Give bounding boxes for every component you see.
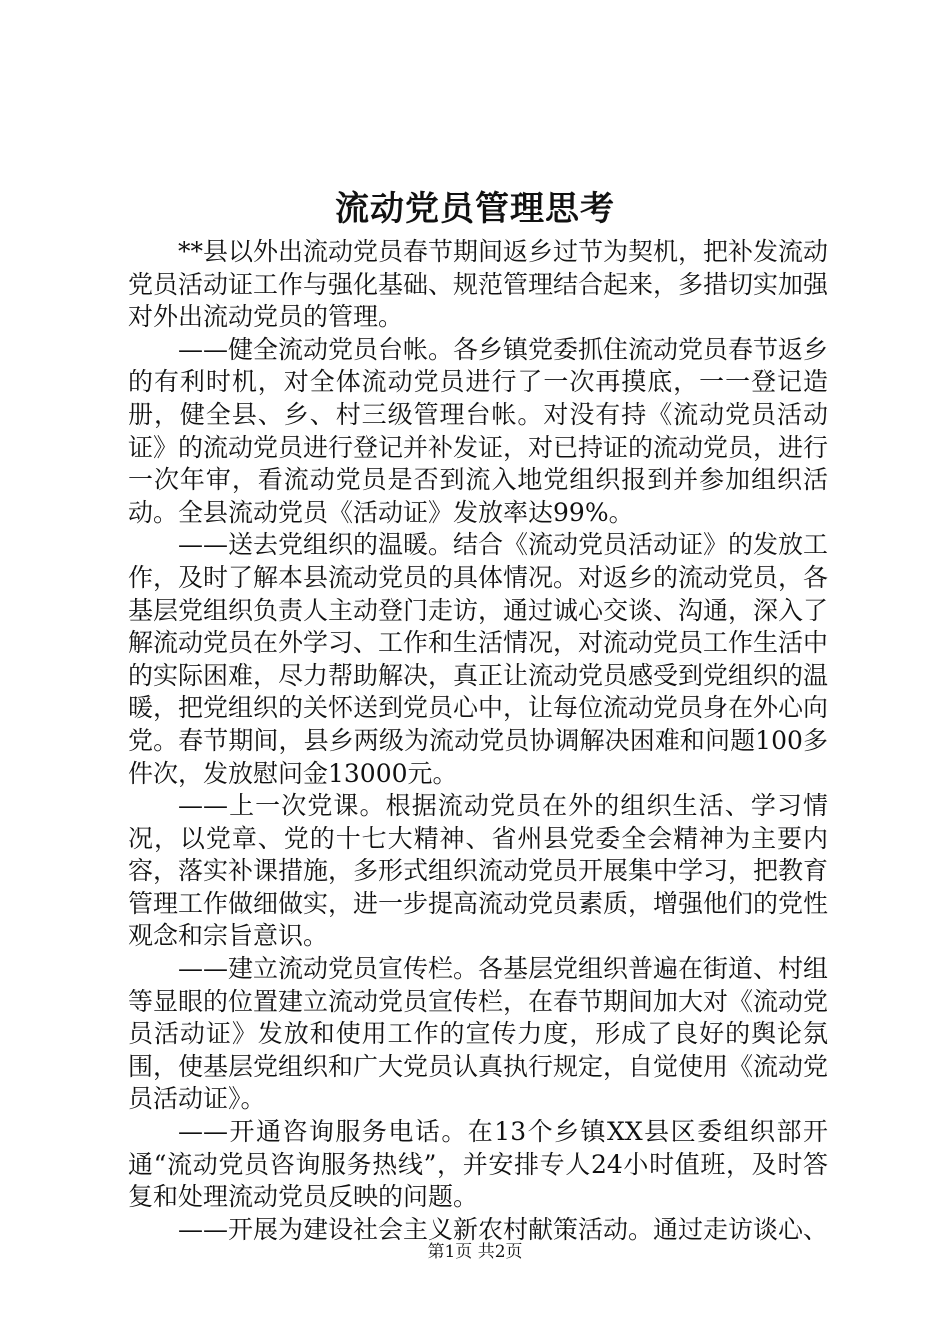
paragraph-warmth: ——送去党组织的温暖。结合《流动党员活动证》的发放工作，及时了解本县流动党员的具体情况。对返乡的流动党员，各基层党组织负责人主动登门走访，通过诚心交谈、沟通，深入了解流动党员在外学习、工作和生活情况，对流动党员工作生活中的实际困难，尽力帮助解决，真正让流动党员感受到党组织的温暖，把党组织的关怀送到党员心中，让每位流动党员身在外心向党。春节期间，县乡两级为流动党员协调解决困难和问题100多件次，发放慰问金13000元。 xyxy=(128,530,829,788)
paragraph-ledger: ——健全流动党员台帐。各乡镇党委抓住流动党员春节返乡的有利时机，对全体流动党员进行了一次再摸底，一一登记造册，健全县、乡、村三级管理台帐。对没有持《流动党员活动证》的流动党员进行登记并补发证，对已持证的流动党员，进行一次年审，看流动党员是否到流入地党组织报到并参加组织活动。全县流动党员《活动证》发放率达99%。 xyxy=(128,334,829,527)
paragraph-party-lesson: ——上一次党课。根据流动党员在外的组织生活、学习情况，以党章、党的十七大精神、省州县党委全会精神为主要内容，落实补课措施，多形式组织流动党员开展集中学习，把教育管理工作做细做实，进一步提高流动党员素质，增强他们的党性观念和宗旨意识。 xyxy=(128,791,829,951)
paragraph-bulletin-board: ——建立流动党员宣传栏。各基层党组织普遍在街道、村组等显眼的位置建立流动党员宣传栏，在春节期间加大对《流动党员活动证》发放和使用工作的宣传力度，形成了良好的舆论氛围，使基层党组织和广大党员认真执行规定，自觉使用《流动党员活动证》。 xyxy=(128,954,829,1114)
paragraph-intro: **县以外出流动党员春节期间返乡过节为契机，把补发流动党员活动证工作与强化基础、规范管理结合起来，多措切实加强对外出流动党员的管理。 xyxy=(128,237,829,332)
document-body xyxy=(128,236,828,1246)
paragraph-new-countryside: ——开展为建设社会主义新农村献策活动。通过走访谈心、 xyxy=(178,1214,829,1244)
page-total: 共2页 xyxy=(477,1242,523,1262)
page-footer xyxy=(0,1240,950,1264)
paragraph-hotline: ——开通咨询服务电话。在13个乡镇XX县区委组织部开通“流动党员咨询服务热线”，并安排专人24小时值班，及时答复和处理流动党员反映的问题。 xyxy=(128,1117,828,1212)
page-number: 第1页 xyxy=(427,1242,473,1262)
document-title: 流动党员管理思考 xyxy=(335,189,615,229)
